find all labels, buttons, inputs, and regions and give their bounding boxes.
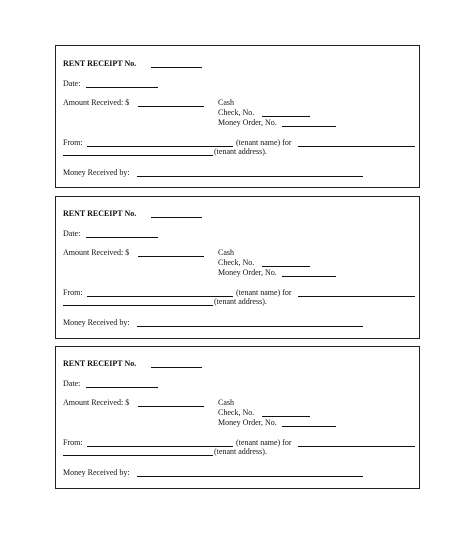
- received-by-line[interactable]: [137, 326, 363, 327]
- from-label: From:: [63, 288, 83, 297]
- check-number-label: Check, No.: [218, 408, 255, 417]
- money-received-by-label: Money Received by:: [63, 168, 130, 177]
- receipt-title: RENT RECEIPT No.: [63, 359, 137, 368]
- date-line[interactable]: [86, 237, 158, 238]
- date-line[interactable]: [86, 87, 158, 88]
- tenant-name-line[interactable]: [87, 446, 233, 447]
- rent-receipt-2: [55, 196, 420, 339]
- date-label: Date:: [63, 79, 81, 88]
- amount-received-label: Amount Received: $: [63, 98, 130, 107]
- amount-received-label: Amount Received: $: [63, 248, 130, 257]
- check-number-line[interactable]: [262, 266, 310, 267]
- money-received-by-label: Money Received by:: [63, 468, 130, 477]
- cash-label: Cash: [218, 248, 234, 257]
- check-number-line[interactable]: [262, 116, 310, 117]
- rent-for-line[interactable]: [298, 446, 415, 447]
- tenant-name-label: (tenant name) for: [236, 138, 292, 147]
- receipt-title: RENT RECEIPT No.: [63, 209, 137, 218]
- cash-label: Cash: [218, 398, 234, 407]
- receipt-number-line[interactable]: [151, 217, 202, 218]
- received-by-line[interactable]: [137, 476, 363, 477]
- amount-line[interactable]: [138, 406, 204, 407]
- rent-receipt-1: [55, 45, 420, 188]
- tenant-address-label: (tenant address).: [214, 447, 267, 456]
- money-order-label: Money Order, No.: [218, 118, 277, 127]
- money-order-line[interactable]: [282, 126, 336, 127]
- money-order-label: Money Order, No.: [218, 268, 277, 277]
- from-label: From:: [63, 438, 83, 447]
- receipt-number-line[interactable]: [151, 367, 202, 368]
- tenant-address-label: (tenant address).: [214, 147, 267, 156]
- receipt-title: RENT RECEIPT No.: [63, 59, 137, 68]
- tenant-address-line[interactable]: [63, 455, 213, 456]
- date-line[interactable]: [86, 387, 158, 388]
- tenant-name-line[interactable]: [87, 296, 233, 297]
- tenant-name-label: (tenant name) for: [236, 438, 292, 447]
- date-label: Date:: [63, 229, 81, 238]
- received-by-line[interactable]: [137, 176, 363, 177]
- amount-line[interactable]: [138, 106, 204, 107]
- tenant-address-label: (tenant address).: [214, 297, 267, 306]
- money-order-line[interactable]: [282, 426, 336, 427]
- amount-received-label: Amount Received: $: [63, 398, 130, 407]
- money-order-line[interactable]: [282, 276, 336, 277]
- check-number-line[interactable]: [262, 416, 310, 417]
- check-number-label: Check, No.: [218, 258, 255, 267]
- amount-line[interactable]: [138, 256, 204, 257]
- rent-for-line[interactable]: [298, 146, 415, 147]
- rent-for-line[interactable]: [298, 296, 415, 297]
- tenant-name-label: (tenant name) for: [236, 288, 292, 297]
- receipt-number-line[interactable]: [151, 67, 202, 68]
- tenant-name-line[interactable]: [87, 146, 233, 147]
- money-order-label: Money Order, No.: [218, 418, 277, 427]
- money-received-by-label: Money Received by:: [63, 318, 130, 327]
- cash-label: Cash: [218, 98, 234, 107]
- from-label: From:: [63, 138, 83, 147]
- date-label: Date:: [63, 379, 81, 388]
- tenant-address-line[interactable]: [63, 155, 213, 156]
- rent-receipt-3: [55, 346, 420, 489]
- tenant-address-line[interactable]: [63, 305, 213, 306]
- check-number-label: Check, No.: [218, 108, 255, 117]
